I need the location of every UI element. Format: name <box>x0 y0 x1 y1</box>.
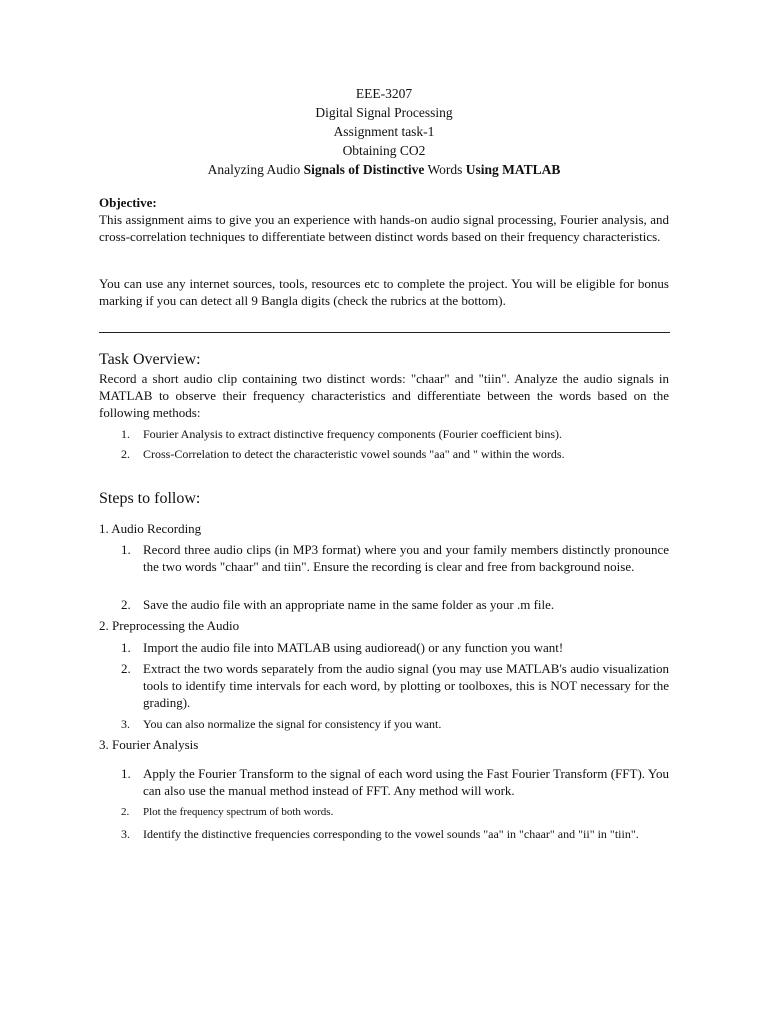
list-text: Extract the two words separately from the audio signal (you may use MATLAB's audio visualization tools to identify time intervals for each word, by plotting or toolboxes, this is NOT necessary for the grading). <box>143 661 669 710</box>
list-number: 1. <box>121 427 130 441</box>
list-number: 2. <box>121 597 131 612</box>
overview-heading: Task Overview: <box>99 351 201 368</box>
list-number: 1. <box>121 640 131 655</box>
list-number: 3. <box>121 827 130 841</box>
step-3-title: 3. Fourier Analysis <box>99 737 199 752</box>
document-title <box>0 160 768 179</box>
list-text: Plot the frequency spectrum of both words. <box>143 806 334 818</box>
course-outcome: Obtaining CO2 <box>342 143 426 158</box>
course-name: Digital Signal Processing <box>315 105 453 120</box>
list-text: Identify the distinctive frequencies corresponding to the vowel sounds "aa" in "chaar" and "ii" in "tiin". <box>143 827 639 841</box>
objective-paragraph-2: You can use any internet sources, tools, resources etc to complete the project. You will be eligible for bonus marking if you can detect all 9 Bangla digits (check the rubrics at the bottom). <box>99 276 669 308</box>
step-1-title: 1. Audio Recording <box>99 521 202 536</box>
objective-heading: Objective: <box>99 195 157 210</box>
list-number: 1. <box>121 542 131 557</box>
assignment-label: Assignment task-1 <box>333 124 435 139</box>
list-number: 2. <box>121 806 130 818</box>
title-part-b: Signals of Distinctive <box>303 162 425 177</box>
course-code: EEE-3207 <box>355 86 413 101</box>
list-text: Record three audio clips (in MP3 format) where you and your family members distinctly pronounce the two words "chaar" and tiin". Ensure the recording is clear and free from background noise. <box>143 542 669 574</box>
list-number: 1. <box>121 766 131 781</box>
list-text: Cross-Correlation to detect the characteristic vowel sounds "aa" and " within the words. <box>143 447 565 461</box>
list-text: Save the audio file with an appropriate name in the same folder as your .m file. <box>143 597 555 612</box>
list-text: Apply the Fourier Transform to the signal of each word using the Fast Fourier Transform (FFT). You can also use the manual method instead of FFT. Any method will work. <box>143 766 669 798</box>
steps-heading: Steps to follow: <box>99 490 201 507</box>
list-number: 3. <box>121 717 130 731</box>
list-text: You can also normalize the signal for consistency if you want. <box>143 717 442 731</box>
list-number: 2. <box>121 447 130 461</box>
title-part-d: Using MATLAB <box>465 162 561 177</box>
list-text: Import the audio file into MATLAB using audioread() or any function you want! <box>143 640 564 655</box>
section-divider <box>99 332 670 333</box>
list-text: Fourier Analysis to extract distinctive frequency components (Fourier coefficient bins). <box>143 427 562 441</box>
title-part-c: Words <box>424 162 466 177</box>
overview-paragraph: Record a short audio clip containing two distinct words: "chaar" and "tiin". Analyze the audio signals in MATLAB to observe their frequency characteristics and differentiate between the words based on the following methods: <box>99 371 669 420</box>
title-part-a: Analyzing Audio <box>207 162 304 177</box>
objective-paragraph-1: This assignment aims to give you an experience with hands-on audio signal processing, Fourier analysis, and cross-correlation techniques to differentiate between distinct words based on their frequency characteristics. <box>99 212 669 244</box>
list-number: 2. <box>121 661 131 676</box>
step-2-title: 2. Preprocessing the Audio <box>99 618 240 633</box>
document-header <box>0 84 768 179</box>
